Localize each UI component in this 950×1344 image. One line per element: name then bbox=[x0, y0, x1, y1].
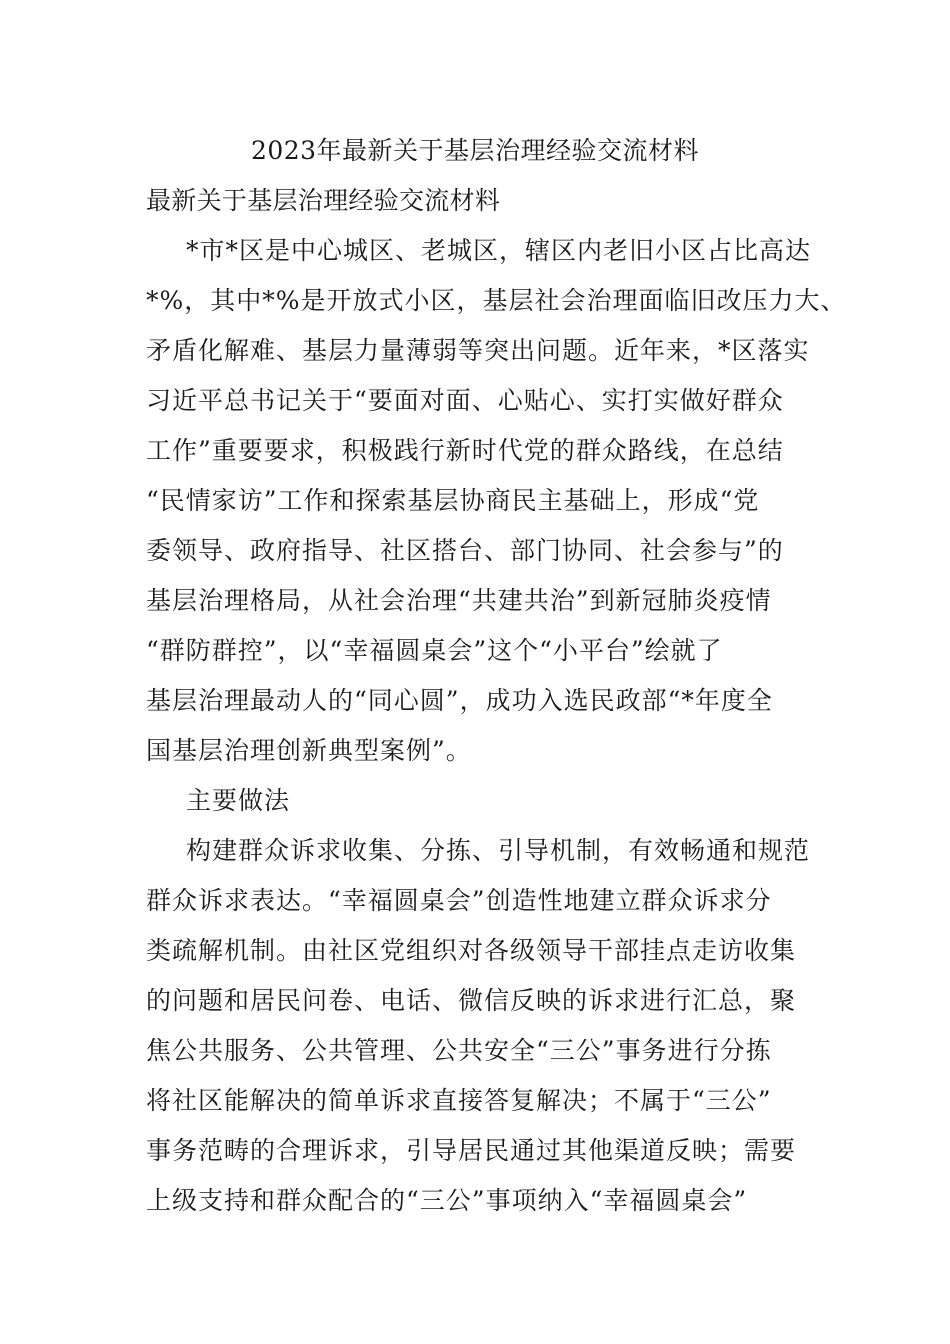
paragraph-line: 基层治理格局，从社会治理“共建共治”到新冠肺炎疫情 bbox=[146, 586, 772, 615]
paragraph-line: 习近平总书记关于“要面对面、心贴心、实打实做好群众 bbox=[146, 386, 784, 415]
paragraph-line: *%，其中*%是开放式小区，基层社会治理面临旧改压力大、 bbox=[146, 286, 847, 315]
paragraph-line: 国基层治理创新典型案例”。 bbox=[146, 736, 472, 765]
document-subtitle: 最新关于基层治理经验交流材料 bbox=[146, 186, 501, 215]
paragraph-line: 矛盾化解难、基层力量薄弱等突出问题。近年来，*区落实 bbox=[146, 336, 810, 365]
paragraph-line: 的问题和居民问卷、电话、微信反映的诉求进行汇总，聚 bbox=[146, 986, 797, 1015]
paragraph-line: 类疏解机制。由社区党组织对各级领导干部挂点走访收集 bbox=[146, 936, 797, 965]
paragraph-line: 基层治理最动人的“同心圆”，成功入选民政部“*年度全 bbox=[146, 686, 773, 715]
paragraph-line: 上级支持和群众配合的“三公”事项纳入“幸福圆桌会” bbox=[146, 1186, 748, 1215]
paragraph-line: 群众诉求表达。“幸福圆桌会”创造性地建立群众诉求分 bbox=[146, 886, 772, 915]
paragraph-line: *市*区是中心城区、老城区，辖区内老旧小区占比高达 bbox=[186, 236, 812, 265]
paragraph-line: 焦公共服务、公共管理、公共安全“三公”事务进行分拣 bbox=[146, 1036, 772, 1065]
paragraph-line: 事务范畴的合理诉求，引导居民通过其他渠道反映；需要 bbox=[146, 1136, 797, 1165]
paragraph-line: 委领导、政府指导、社区搭台、部门协同、社会参与”的 bbox=[146, 536, 784, 565]
paragraph-line: “民情家访”工作和探索基层协商民主基础上，形成“党 bbox=[146, 486, 760, 515]
document-title: 2023年最新关于基层治理经验交流材料 bbox=[250, 136, 700, 165]
paragraph-line: 构建群众诉求收集、分拣、引导机制，有效畅通和规范 bbox=[186, 836, 811, 865]
paragraph-line: 工作”重要要求，积极践行新时代党的群众路线，在总结 bbox=[146, 436, 784, 465]
paragraph-line: 将社区能解决的简单诉求直接答复解决；不属于“三公” bbox=[146, 1086, 772, 1115]
section-heading: 主要做法 bbox=[186, 786, 291, 815]
paragraph-line: “群防群控”，以“幸福圆桌会”这个“小平台”绘就了 bbox=[146, 636, 723, 665]
